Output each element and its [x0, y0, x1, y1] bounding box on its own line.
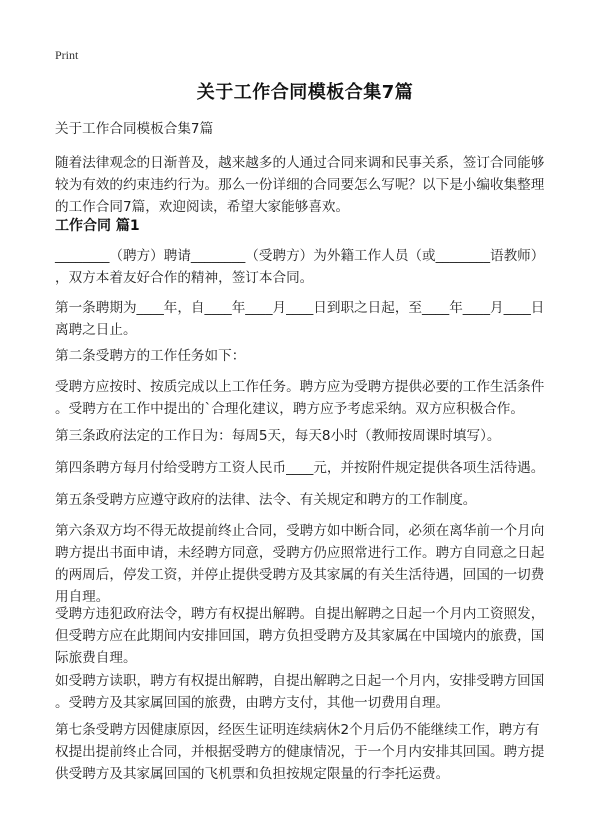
text-line: 权提出提前终止合同，并根据受聘方的健康情况，于一个月内安排其回国。聘方提: [55, 744, 545, 760]
paragraph-article-7: [55, 719, 555, 785]
subtitle-line: 关于工作合同模板合集7篇: [55, 121, 214, 137]
page-title: 关于工作合同模板合集7篇: [196, 82, 414, 103]
text-line: 的两周后，停发工资，并停止提供受聘方及其家属的有关生活待遇，回国的一切费: [55, 567, 545, 583]
text-line: 第三条政府法定的工作日为：每周5天，每天8小时（教师按周课时填写）。: [55, 428, 501, 444]
text-line: 受聘方应按时、按质完成以上工作任务。聘方应为受聘方提供必要的工作生活条件: [55, 379, 545, 395]
section-heading: [55, 215, 555, 237]
paragraph-article-1: [55, 297, 555, 341]
text-line: 用自理。: [55, 589, 110, 605]
text-line: 。受聘方及其家属回国的旅费，由聘方支付，其他一切费用自理。: [55, 695, 450, 711]
paragraph-article-4: [55, 457, 555, 479]
text-line: 供受聘方及其家属回国的飞机票和负担按规定限量的行李托运费。: [55, 766, 450, 782]
text-line: 第五条受聘方应遵守政府的法律、法令、有关规定和聘方的工作制度。: [55, 492, 477, 508]
paragraph-article-5: [55, 489, 555, 511]
text-line: ________（聘方）聘请________（受聘方）为外籍工作人员（或________语教师）: [55, 248, 545, 264]
paragraph-article-3: [55, 425, 555, 447]
paragraph-parties: [55, 245, 555, 289]
heading-line: 工作合同 篇1: [55, 218, 140, 234]
document-subtitle: [55, 118, 555, 140]
paragraph-article-6: [55, 520, 555, 608]
text-line: 聘方提出书面申请，未经聘方同意，受聘方仍应照常进行工作。聘方自同意之日起: [55, 545, 545, 561]
text-line: 离聘之日止。: [55, 322, 137, 338]
text-line: ，双方本着友好合作的精神，签订本合同。: [55, 270, 314, 286]
text-line: 随着法律观念的日渐普及，越来越多的人通过合同来调和民事关系，签订合同能够: [55, 155, 545, 171]
paragraph-dereliction: [55, 670, 555, 714]
paragraph-violation: [55, 603, 555, 669]
text-line: 第六条双方均不得无故提前终止合同，受聘方如中断合同，必须在离华前一个月向: [55, 523, 545, 539]
text-line: 第四条聘方每月付给受聘方工资人民币____元，并按附件规定提供各项生活待遇。: [55, 460, 545, 476]
text-line: 如受聘方读职，聘方有权提出解聘，自提出解聘之日起一个月内，安排受聘方回国: [55, 673, 545, 689]
text-line: 较为有效的约束违约行为。那么一份详细的合同要怎么写呢？以下是小编收集整理: [55, 177, 545, 193]
text-line: 受聘方违犯政府法令，聘方有权提出解聘。自提出解聘之日起一个月内工资照发，: [55, 606, 545, 622]
text-line: 第一条聘期为____年，自____年____月____日到职之日起，至____年____月____日: [55, 300, 545, 316]
paragraph-article-2: [55, 345, 555, 367]
text-line: 第七条受聘方因健康原因，经医生证明连续病休2个月后仍不能继续工作，聘方有: [55, 722, 540, 738]
intro-paragraph: [55, 152, 555, 218]
text-line: 但受聘方应在此期间内安排回国，聘方负担受聘方及其家属在中国境内的旅费，国: [55, 628, 545, 644]
text-line: 的工作合同7篇，欢迎阅读，希望大家能够喜欢。: [55, 199, 350, 215]
text-line: 际旅费自理。: [55, 650, 137, 666]
print-link[interactable]: Print: [55, 48, 79, 62]
text-line: 第二条受聘方的工作任务如下：: [55, 348, 246, 364]
text-line: 。受聘方在工作中提出的`合理化建议，聘方应予考虑采纳。双方应积极合作。: [55, 401, 524, 417]
paragraph-duties: [55, 376, 555, 420]
